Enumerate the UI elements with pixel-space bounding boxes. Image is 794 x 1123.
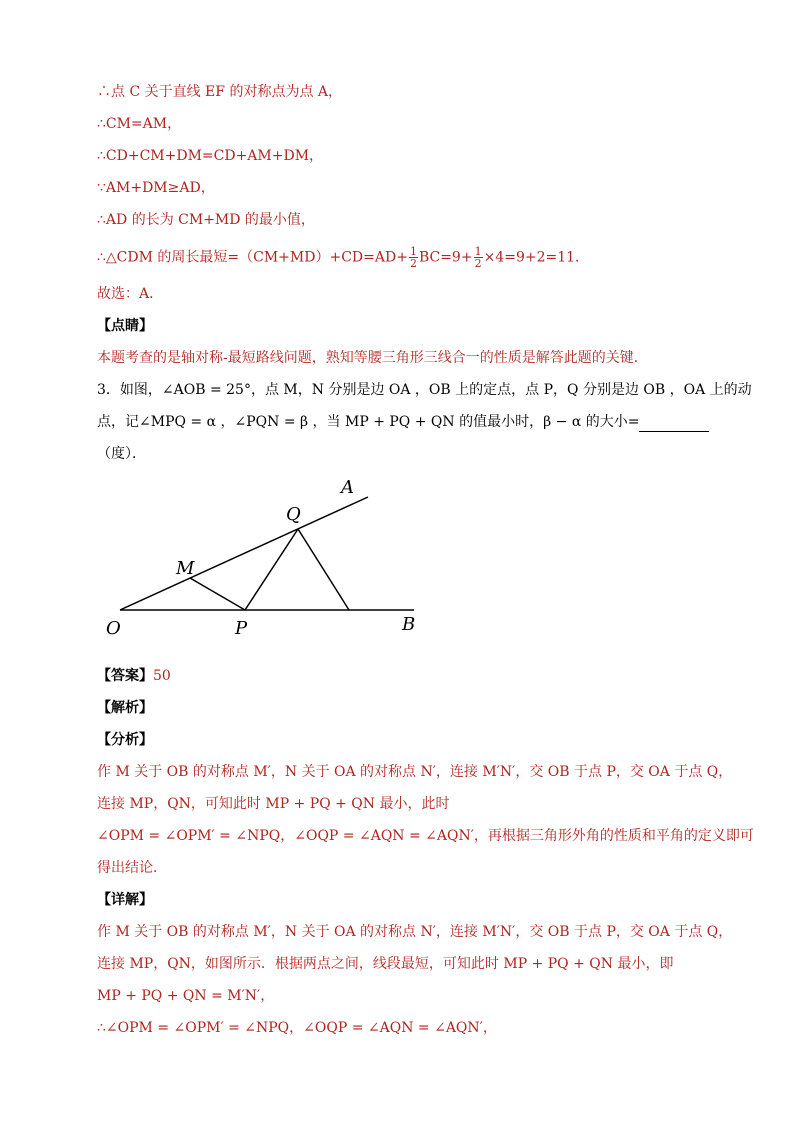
label-o: O <box>106 618 121 639</box>
answer-label: 【答案】 <box>97 668 153 684</box>
fenxi-line-2: 连接 MP，QN，可知此时 MP + PQ + QN 最小，此时 <box>97 796 450 812</box>
label-q: Q <box>286 504 301 525</box>
solution-line-6 <box>97 246 589 269</box>
section-heading-dianjing: 【点睛】 <box>97 318 153 334</box>
section-heading-fenxi: 【分析】 <box>97 732 153 748</box>
solution-line-1: ∴点 C 关于直线 EF 的对称点为点 A， <box>97 84 343 100</box>
fraction-half-1 <box>409 246 418 269</box>
solution-line-3: ∴CD+CM+DM=CD+AM+DM， <box>97 148 324 164</box>
segment-qn <box>298 529 349 610</box>
fraction-half-2 <box>474 246 483 269</box>
label-b: B <box>402 614 416 635</box>
label-a: A <box>341 477 354 498</box>
fraction-denominator: 2 <box>409 257 417 270</box>
solution-line-2: ∴CM=AM， <box>97 116 182 132</box>
conclusion-line: 故选：A． <box>97 286 164 302</box>
label-p: P <box>235 618 248 639</box>
fenxi-line-1: 作 M 关于 OB 的对称点 M′，N 关于 OA 的对称点 N′，连接 M′N′，交 OB 于点 P，交 OA 于点 Q， <box>97 764 733 780</box>
segment-mp <box>190 578 245 610</box>
solution-line-6-part-b: BC=9+ <box>418 249 473 266</box>
section-heading-xiangjie: 【详解】 <box>97 892 153 908</box>
label-m: M <box>176 558 195 579</box>
answer-line <box>97 666 171 686</box>
dianjing-text: 本题考查的是轴对称-最短路线问题，熟知等腰三角形三线合一的性质是解答此题的关键． <box>97 350 648 366</box>
question-3-line-2 <box>97 412 709 432</box>
answer-blank <box>639 417 709 432</box>
question-3-line-3: （度）． <box>97 446 146 462</box>
solution-line-5: ∴AD 的长为 CM+MD 的最小值， <box>97 212 315 228</box>
question-3-line-2-text: 点，记∠MPQ = α ，∠PQN = β ，当 MP + PQ + QN 的值最小时，β − α 的大小= <box>97 414 640 430</box>
xiangjie-line-4: ∴∠OPM = ∠OPM′ = ∠NPQ，∠OQP = ∠AQN = ∠AQN′， <box>97 1020 497 1036</box>
fenxi-line-3: ∠OPM = ∠OPM′ = ∠NPQ，∠OQP = ∠AQN = ∠AQN′，再根据三角形外角的性质和平角的定义即可 <box>97 828 754 844</box>
xiangjie-line-1: 作 M 关于 OB 的对称点 M′，N 关于 OA 的对称点 N′，连接 M′N′，交 OB 于点 P，交 OA 于点 Q， <box>97 924 733 940</box>
answer-value: 50 <box>153 668 171 684</box>
solution-line-4: ∵AM+DM≥AD， <box>97 180 215 196</box>
xiangjie-line-2: 连接 MP，QN，如图所示．根据两点之间，线段最短，可知此时 MP + PQ + QN 最小，即 <box>97 956 674 972</box>
solution-line-6-part-a: ∴△CDM 的周长最短=（CM+MD）+CD=AD+ <box>97 249 408 266</box>
geometry-figure <box>0 470 794 645</box>
section-heading-jiexi: 【解析】 <box>97 700 153 716</box>
solution-line-6-part-c: ×4=9+2=11． <box>483 249 590 266</box>
fraction-numerator: 1 <box>474 245 482 258</box>
fenxi-line-4: 得出结论． <box>97 860 167 876</box>
fraction-numerator: 1 <box>409 245 417 258</box>
ray-oa <box>120 497 368 610</box>
question-3-line-1: 3．如图，∠AOB = 25°，点 M，N 分别是边 OA ，OB 上的定点，点 P，Q 分别是边 OB ，OA 上的动 <box>97 382 752 398</box>
fraction-denominator: 2 <box>474 257 482 270</box>
xiangjie-line-3: MP + PQ + QN = M′N′， <box>97 988 275 1004</box>
